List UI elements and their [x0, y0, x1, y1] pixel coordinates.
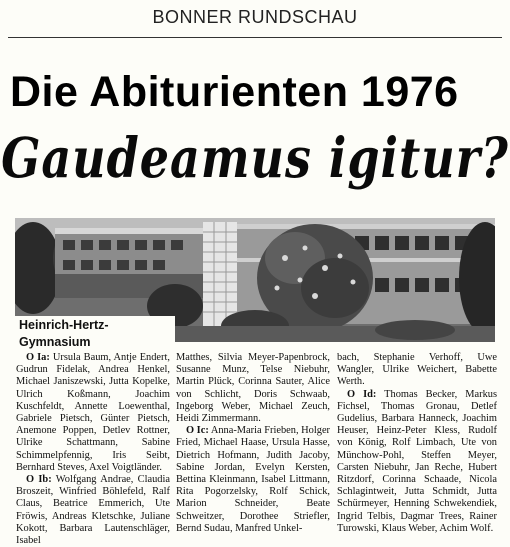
student-names: Thomas Becker, Markus Fichsel, Thomas Gronau, Detlef Gudelius, Barbara Hanneck, Joachim Heuser, Heinz-Peter Kless, Rudolf von König, Rolf Limbach, Ute von Münchow-Pohl, Steffen Meyer, Carsten Niebuhr, Jan Reche, Hubert Ritzdorf, Corinna Schaade, Nicola Schlagintweit, Jutta Schmidt, Jutta Schürmeyer, Henning Schwekendiek, Ingrid Telbis, Dagmar Trees, Rainer Turowski, Klaus Weber, Achim Wolf. [337, 388, 497, 534]
student-names: Wolfgang Andrae, Claudia Broszeit, Winfried Böhlefeld, Ralf Claus, Beatrice Emmerich, Ute Fröwis, Andreas Kletschke, Juliane Kokott, Barbara Lautenschläger, Isabel [16, 474, 170, 547]
column-3 [337, 352, 497, 535]
column-2 [176, 352, 330, 535]
class-label: O Id: [347, 388, 377, 400]
caption-line-1: Heinrich-Hertz- [19, 318, 109, 332]
column-1 [16, 352, 170, 547]
masthead-rule [8, 37, 502, 38]
masthead: BONNER RUNDSCHAU [152, 7, 358, 27]
class-label: O Ib: [26, 474, 52, 486]
class-label: O Ic: [186, 425, 209, 437]
caption-line-2: Gymnasium [19, 335, 91, 349]
class-list-paragraph [176, 425, 330, 535]
class-list-paragraph [16, 352, 170, 474]
class-list-paragraph [16, 474, 170, 547]
photo-caption [15, 316, 175, 354]
headline: Die Abiturienten 1976 [10, 68, 459, 116]
student-names: bach, Stephanie Verhoff, Uwe Wangler, Ulrike Weichert, Babette Werth. [337, 352, 497, 388]
student-names: Matthes, Silvia Meyer-Papenbrock, Susanne Munz, Telse Niebuhr, Martin Plück, Corinna Sauter, Alice von Schlicht, Doris Schwaab, Ingeborg Weber, Michael Zeuch, Heidi Zimmermann. [176, 352, 330, 425]
class-label: O Ia: [26, 352, 50, 363]
class-list-continuation [337, 352, 497, 389]
article-body [0, 352, 510, 546]
class-list-continuation [176, 352, 330, 425]
student-names: Ursula Baum, Antje Endert, Gudrun Fidelak, Andrea Henkel, Michael Janiszewski, Jutta Kopelke, Ulrich Koßmann, Joachim Kuschfeldt, Annette Loewenthal, Gabriele Pietsch, Günter Pietsch, Anemone Poppen, Detlev Rottner, Ulrike Schattmann, Sabine Schimmelpfennig, Iris Seibt, Bernhard Steves, Axel Voigtländer. [16, 352, 170, 473]
subheadline: Gaudeamus igitur? [1, 125, 509, 191]
class-list-paragraph [337, 389, 497, 535]
student-names: Anna-Maria Frieben, Holger Fried, Michael Haase, Ursula Hasse, Dietrich Hofmann, Judith Jacoby, Sabine Jordan, Evelyn Kersten, Bettina Kleinmann, Isabel Littmann, Rita Pogorzelsky, Rolf Schick, Marion Schneider, Beate Schweitzer, Dorothee Striefler, Bernd Sudau, Manfred Unkel- [176, 425, 331, 534]
